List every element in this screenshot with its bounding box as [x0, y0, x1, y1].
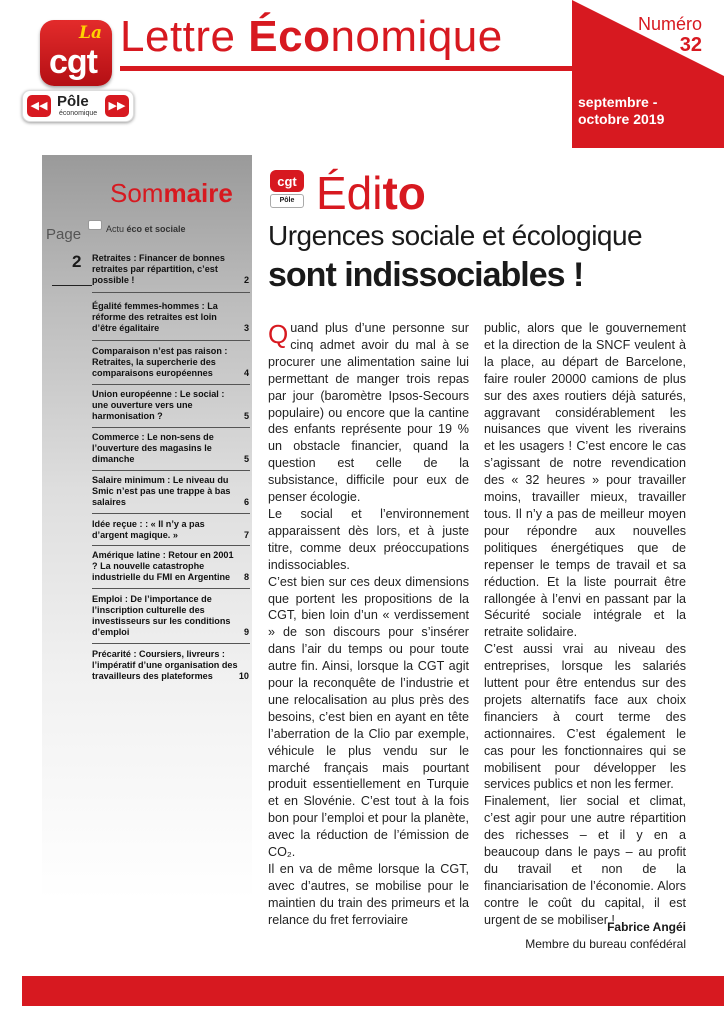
pole-economique-logo — [22, 90, 134, 122]
rewind-icon: ◀◀ — [27, 95, 51, 117]
toc-divider — [92, 643, 250, 644]
issue-date: septembre - octobre 2019 — [578, 94, 665, 127]
edito-paragraph: public, alors que le gouvernement et la direction de la SNCF veulent à la place, au départ de Barcelone, faire rouler 20000 camions de plus sur des axes routiers déjà saturés, aggravant considérablement les nuisances que vivent les riverains et les usagers ! C’est encore le cas s’agissant de notre revendication des « 32 heures » pour travailler moins, travailler mieux, travailler tous. Il n’y a pas de meilleur moyen pour répondre aux nouvelles politiques énergétiques que de repenser le temps de travail et sa réduction. Et la liste pourrait être rallongée à l’envi en passant par la Sécurité sociale intégrale et la retraite solidaire. — [484, 321, 686, 640]
toc-item[interactable]: Amérique latine : Retour en 2001 ? La nouvelle catastrophe industrielle du FMI en Argentine 8 — [92, 550, 249, 582]
edito-paragraph: C’est aussi vrai au niveau des entreprises, lorsque les salariés luttent pour être entendus sur des projets alternatifs face aux choix financiers à court terme des actionnaires. C’est également le cas pour les fonctionnaires qui se mobilisent pour développer les services publics et non les fermer. — [484, 642, 686, 792]
toc-divider — [92, 470, 250, 471]
toc-divider — [92, 513, 250, 514]
fast-forward-icon: ▶▶ — [105, 95, 129, 117]
pole-subtitle: économique — [59, 110, 98, 117]
edito-paragraph: Il en va de même lorsque la CGT, avec d’autres, se mobilise pour le maintien du train des primeurs et la relance du fret ferroviaire — [268, 862, 469, 927]
toc-item[interactable]: Précarité : Coursiers, livreurs : l’impératif d’une organisation des travailleurs des plateformes 10 — [92, 649, 249, 681]
footer-bar — [22, 976, 724, 1006]
edito-heading: Édito — [316, 167, 426, 219]
edito-paragraph: C’est bien sur ces deux dimensions que portent les propositions de la CGT, bien loin d’un « verdissement » de son discours pour s’insérer dans l’air du temps ou pour toute autre fin. Ainsi, lorsque la CGT agit pour la reconquête de l’industrie et une relocalisation au plus près des besoins, c’est bien en ayant en tête l’aberration de la Clio par exemple, véhicule le plus vendu sur le marché français mais pourtant produit essentiellement en Turquie et en Slovénie. C’est tout à la fois bon pour l’emploi et pour la planète, avec la réduction de l’émission de CO₂. — [268, 574, 469, 860]
edito-paragraph: Finalement, lier social et climat, c’est agir pour une autre répartition des richesses – et il y en a beaucoup dans le pays – au profit du travail et non de la financiarisation de l’économie. Alors contre le coût du capital, il est urgent de se mobiliser ! — [484, 794, 686, 927]
edito-paragraph: Quand plus d’une personne sur cinq admet avoir du mal à se procurer une alimentation saine lui permettant de manger trois repas par jour (baromètre Ipsos-Secours populaire) ou encore que la cantine des enfants représente pour 19 % un obstacle financier, quand la question est celle de la subsistance, difficile pour eux de penser écologie. — [268, 319, 469, 505]
toc-first-page-number: 2 — [72, 252, 82, 271]
edito-paragraph: Le social et l’environnement apparaissent dès lors, et à juste titre, comme deux préoccupations indissociables. — [268, 506, 469, 572]
toc-divider — [52, 285, 92, 286]
toc-divider — [92, 545, 250, 546]
pole-title: Pôle — [57, 93, 89, 110]
title-underline — [120, 66, 572, 71]
toc-item[interactable]: Idée reçue : : « Il n’y a pas d’argent magique. » 7 — [92, 519, 249, 540]
toc-divider — [92, 340, 250, 341]
signature-name: Fabrice Angéi — [607, 920, 686, 934]
toc-item[interactable]: Égalité femmes-hommes : La réforme des retraites est loin d’être égalitaire 3 — [92, 301, 249, 333]
logo-cgt-text: cgt — [49, 43, 97, 81]
toc-item[interactable]: Comparaison n’est pas raison : Retraites, la supercherie des comparaisons européennes 4 — [92, 346, 249, 378]
logo-la-text: La — [79, 23, 102, 43]
toc-divider — [92, 292, 250, 293]
toc-divider — [92, 427, 250, 428]
page-label: Page — [46, 226, 82, 243]
toc-item[interactable]: Commerce : Le non-sens de l’ouverture des magasins le dimanche 5 — [92, 432, 249, 464]
drop-cap: Q — [268, 319, 289, 349]
megaphone-icon — [88, 220, 102, 230]
toc-item[interactable]: Emploi : De l’importance de l’inscription culturelle des investisseurs sur les conditions d’emploi 9 — [92, 594, 249, 637]
toc-divider — [92, 588, 250, 589]
issue-label: Numéro — [637, 14, 702, 34]
toc-item[interactable]: Salaire minimum : Le niveau du Smic n’est pas une trappe à bas salaires 6 — [92, 475, 249, 507]
edito-cgt-logo: cgt Pôle — [270, 170, 304, 208]
publication-title: Lettre Économique — [120, 12, 503, 61]
toc-divider — [92, 384, 250, 385]
edito-column-1 — [268, 320, 469, 929]
edito-subtitle-line2: sont indissociables ! — [268, 256, 584, 294]
edito-column-2 — [484, 320, 686, 929]
issue-number: 32 — [679, 34, 702, 56]
cgt-logo — [40, 20, 112, 86]
signature-role: Membre du bureau confédéral — [525, 937, 686, 951]
sommaire-heading: Sommaire — [110, 178, 233, 208]
edito-subtitle-line1: Urgences sociale et écologique — [268, 220, 643, 251]
toc-item[interactable]: Union européenne : Le social : une ouverture vers une harmonisation ? 5 — [92, 389, 249, 421]
toc-item[interactable]: Retraites : Financer de bonnes retraites par répartition, c’est possible ! 2 — [92, 253, 249, 285]
